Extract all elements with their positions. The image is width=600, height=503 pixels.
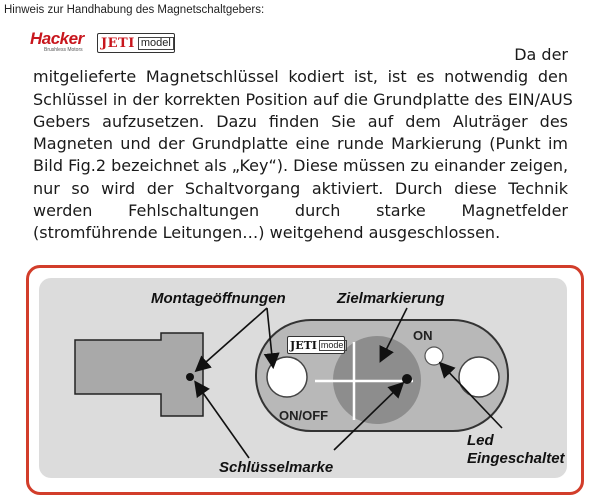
label-schluesselmarke: Schlüsselmarke	[219, 459, 334, 476]
hacker-logo-sub: Brushless Motors	[44, 47, 83, 53]
label-zielmarkierung: Zielmarkierung	[337, 290, 445, 307]
paragraph-line: Magneten und der Grundplatte eine runde Markierung (Punkt im	[33, 134, 568, 154]
magnet-switch-figure	[26, 265, 584, 495]
plate-jeti-model: model	[320, 339, 346, 350]
paragraph-line: (stromführende Leitungen…) weitgehend ausgeschlossen.	[33, 223, 501, 243]
hacker-logo-word: Hacker	[30, 29, 84, 48]
led-window	[425, 347, 443, 365]
plate-on-label: ON	[413, 328, 433, 343]
paragraph-line: werden Fehlschaltungen durch starke Magnetfelder	[33, 201, 568, 221]
jeti-logo-model: model	[138, 37, 174, 50]
plate-jeti-word: JETI	[290, 338, 317, 352]
label-eingeschaltet: Eingeschaltet	[467, 450, 565, 467]
paragraph-line: mitgelieferte Magnetschlüssel kodiert ist, ist es notwendig den	[33, 67, 568, 87]
key-dot	[186, 373, 194, 381]
paragraph-line: Da der	[514, 45, 568, 64]
paragraph-line: Gebers aufzusetzen. Dazu finden Sie auf dem Aluträger des	[33, 111, 568, 131]
plate-onoff-label: ON/OFF	[279, 408, 329, 423]
key-mark-dot	[402, 374, 412, 384]
instruction-paragraph	[33, 44, 573, 245]
jeti-logo-word: JETI	[101, 35, 135, 51]
plate-jeti-logo	[287, 336, 345, 354]
mount-hole-right	[459, 357, 499, 397]
paragraph-line: nur so wird der Schaltvorgang aktiviert. Durch diese Technik	[33, 178, 568, 198]
label-montageoeffnungen: Montageöffnungen	[151, 290, 286, 307]
paragraph-line: Bild Fig.2 bezeichnet als „Key“). Diese müssen zu einander zeigen,	[33, 156, 569, 176]
paragraph-line: Schlüssel in der korrekten Position auf die Grundplatte des EIN/AUS	[33, 89, 573, 109]
instruction-heading: Hinweis zur Handhabung des Magnetschaltgebers:	[4, 4, 265, 16]
label-led: Led	[467, 432, 494, 449]
